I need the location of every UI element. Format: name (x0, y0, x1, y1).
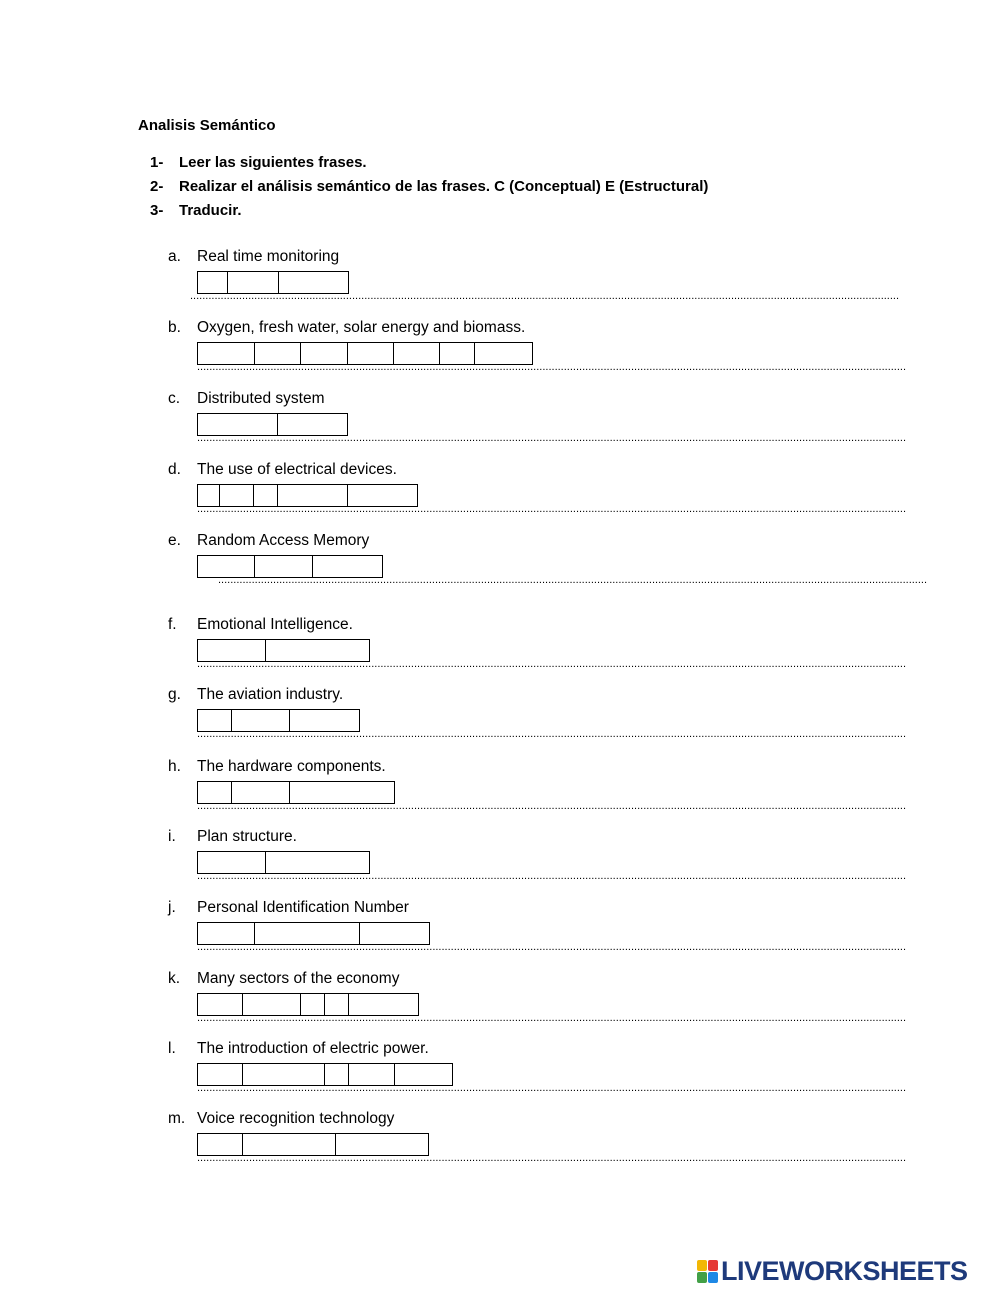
item-letter: b. (168, 319, 181, 336)
instruction-number: 1- (150, 154, 164, 171)
translation-line[interactable]: ........................................................................................................................................................................................................................................ (197, 1152, 907, 1164)
item-letter: c. (168, 390, 181, 407)
item-phrase: The introduction of electric power. (197, 1040, 429, 1057)
item-letter: h. (168, 758, 181, 775)
instruction-number: 3- (150, 202, 164, 219)
translation-line[interactable]: ........................................................................................................................................................................................................................................ (190, 290, 900, 302)
translation-line[interactable]: ........................................................................................................................................................................................................................................ (197, 728, 907, 740)
instruction-2 (150, 178, 708, 195)
instruction-1 (150, 154, 367, 171)
item-phrase: The use of electrical devices. (197, 461, 397, 478)
item-letter: i. (168, 828, 176, 845)
logo-square (708, 1260, 718, 1271)
instruction-text: Realizar el análisis semántico de las frases. C (Conceptual) E (Estructural) (179, 178, 709, 195)
item-phrase: Emotional Intelligence. (197, 616, 353, 633)
instruction-3 (150, 202, 242, 219)
item-phrase: Distributed system (197, 390, 325, 407)
instruction-text: Traducir. (179, 202, 242, 219)
instruction-number: 2- (150, 178, 164, 195)
item-letter: d. (168, 461, 181, 478)
item-letter: e. (168, 532, 181, 549)
translation-line[interactable]: ........................................................................................................................................................................................................................................ (197, 432, 907, 444)
translation-line[interactable]: ........................................................................................................................................................................................................................................ (197, 1082, 907, 1094)
logo-square (697, 1260, 707, 1271)
translation-line[interactable]: ........................................................................................................................................................................................................................................ (197, 361, 907, 373)
translation-line[interactable]: ........................................................................................................................................................................................................................................ (197, 658, 907, 670)
item-letter: a. (168, 248, 181, 265)
liveworksheets-logo[interactable] (697, 1255, 968, 1287)
item-letter: g. (168, 686, 181, 703)
translation-line[interactable]: ........................................................................................................................................................................................................................................ (197, 941, 907, 953)
item-phrase: Oxygen, fresh water, solar energy and biomass. (197, 319, 526, 336)
item-letter: f. (168, 616, 177, 633)
item-phrase: Random Access Memory (197, 532, 370, 549)
item-phrase: Personal Identification Number (197, 899, 409, 916)
item-phrase: The aviation industry. (197, 686, 344, 703)
instruction-text: Leer las siguientes frases. (179, 154, 367, 171)
item-phrase: Plan structure. (197, 828, 297, 845)
logo-square (708, 1272, 718, 1283)
translation-line[interactable]: ........................................................................................................................................................................................................................................ (197, 800, 907, 812)
translation-line[interactable]: ........................................................................................................................................................................................................................................ (197, 503, 907, 515)
logo-text: LIVEWORKSHEETS (721, 1255, 968, 1286)
translation-line[interactable]: ........................................................................................................................................................................................................................................ (197, 1012, 907, 1024)
item-phrase: Voice recognition technology (197, 1110, 395, 1127)
item-letter: k. (168, 970, 181, 987)
item-phrase: Many sectors of the economy (197, 970, 400, 987)
logo-square (697, 1272, 707, 1283)
item-phrase: The hardware components. (197, 758, 386, 775)
item-phrase: Real time monitoring (197, 248, 340, 265)
item-letter: j. (168, 899, 176, 916)
translation-line[interactable]: ........................................................................................................................................................................................................................................ (218, 574, 928, 586)
logo-mark-icon (697, 1260, 718, 1283)
item-letter: m. (168, 1110, 186, 1127)
translation-line[interactable]: ........................................................................................................................................................................................................................................ (197, 870, 907, 882)
item-letter: l. (168, 1040, 176, 1057)
worksheet-title: Analisis Semántico (138, 117, 276, 134)
